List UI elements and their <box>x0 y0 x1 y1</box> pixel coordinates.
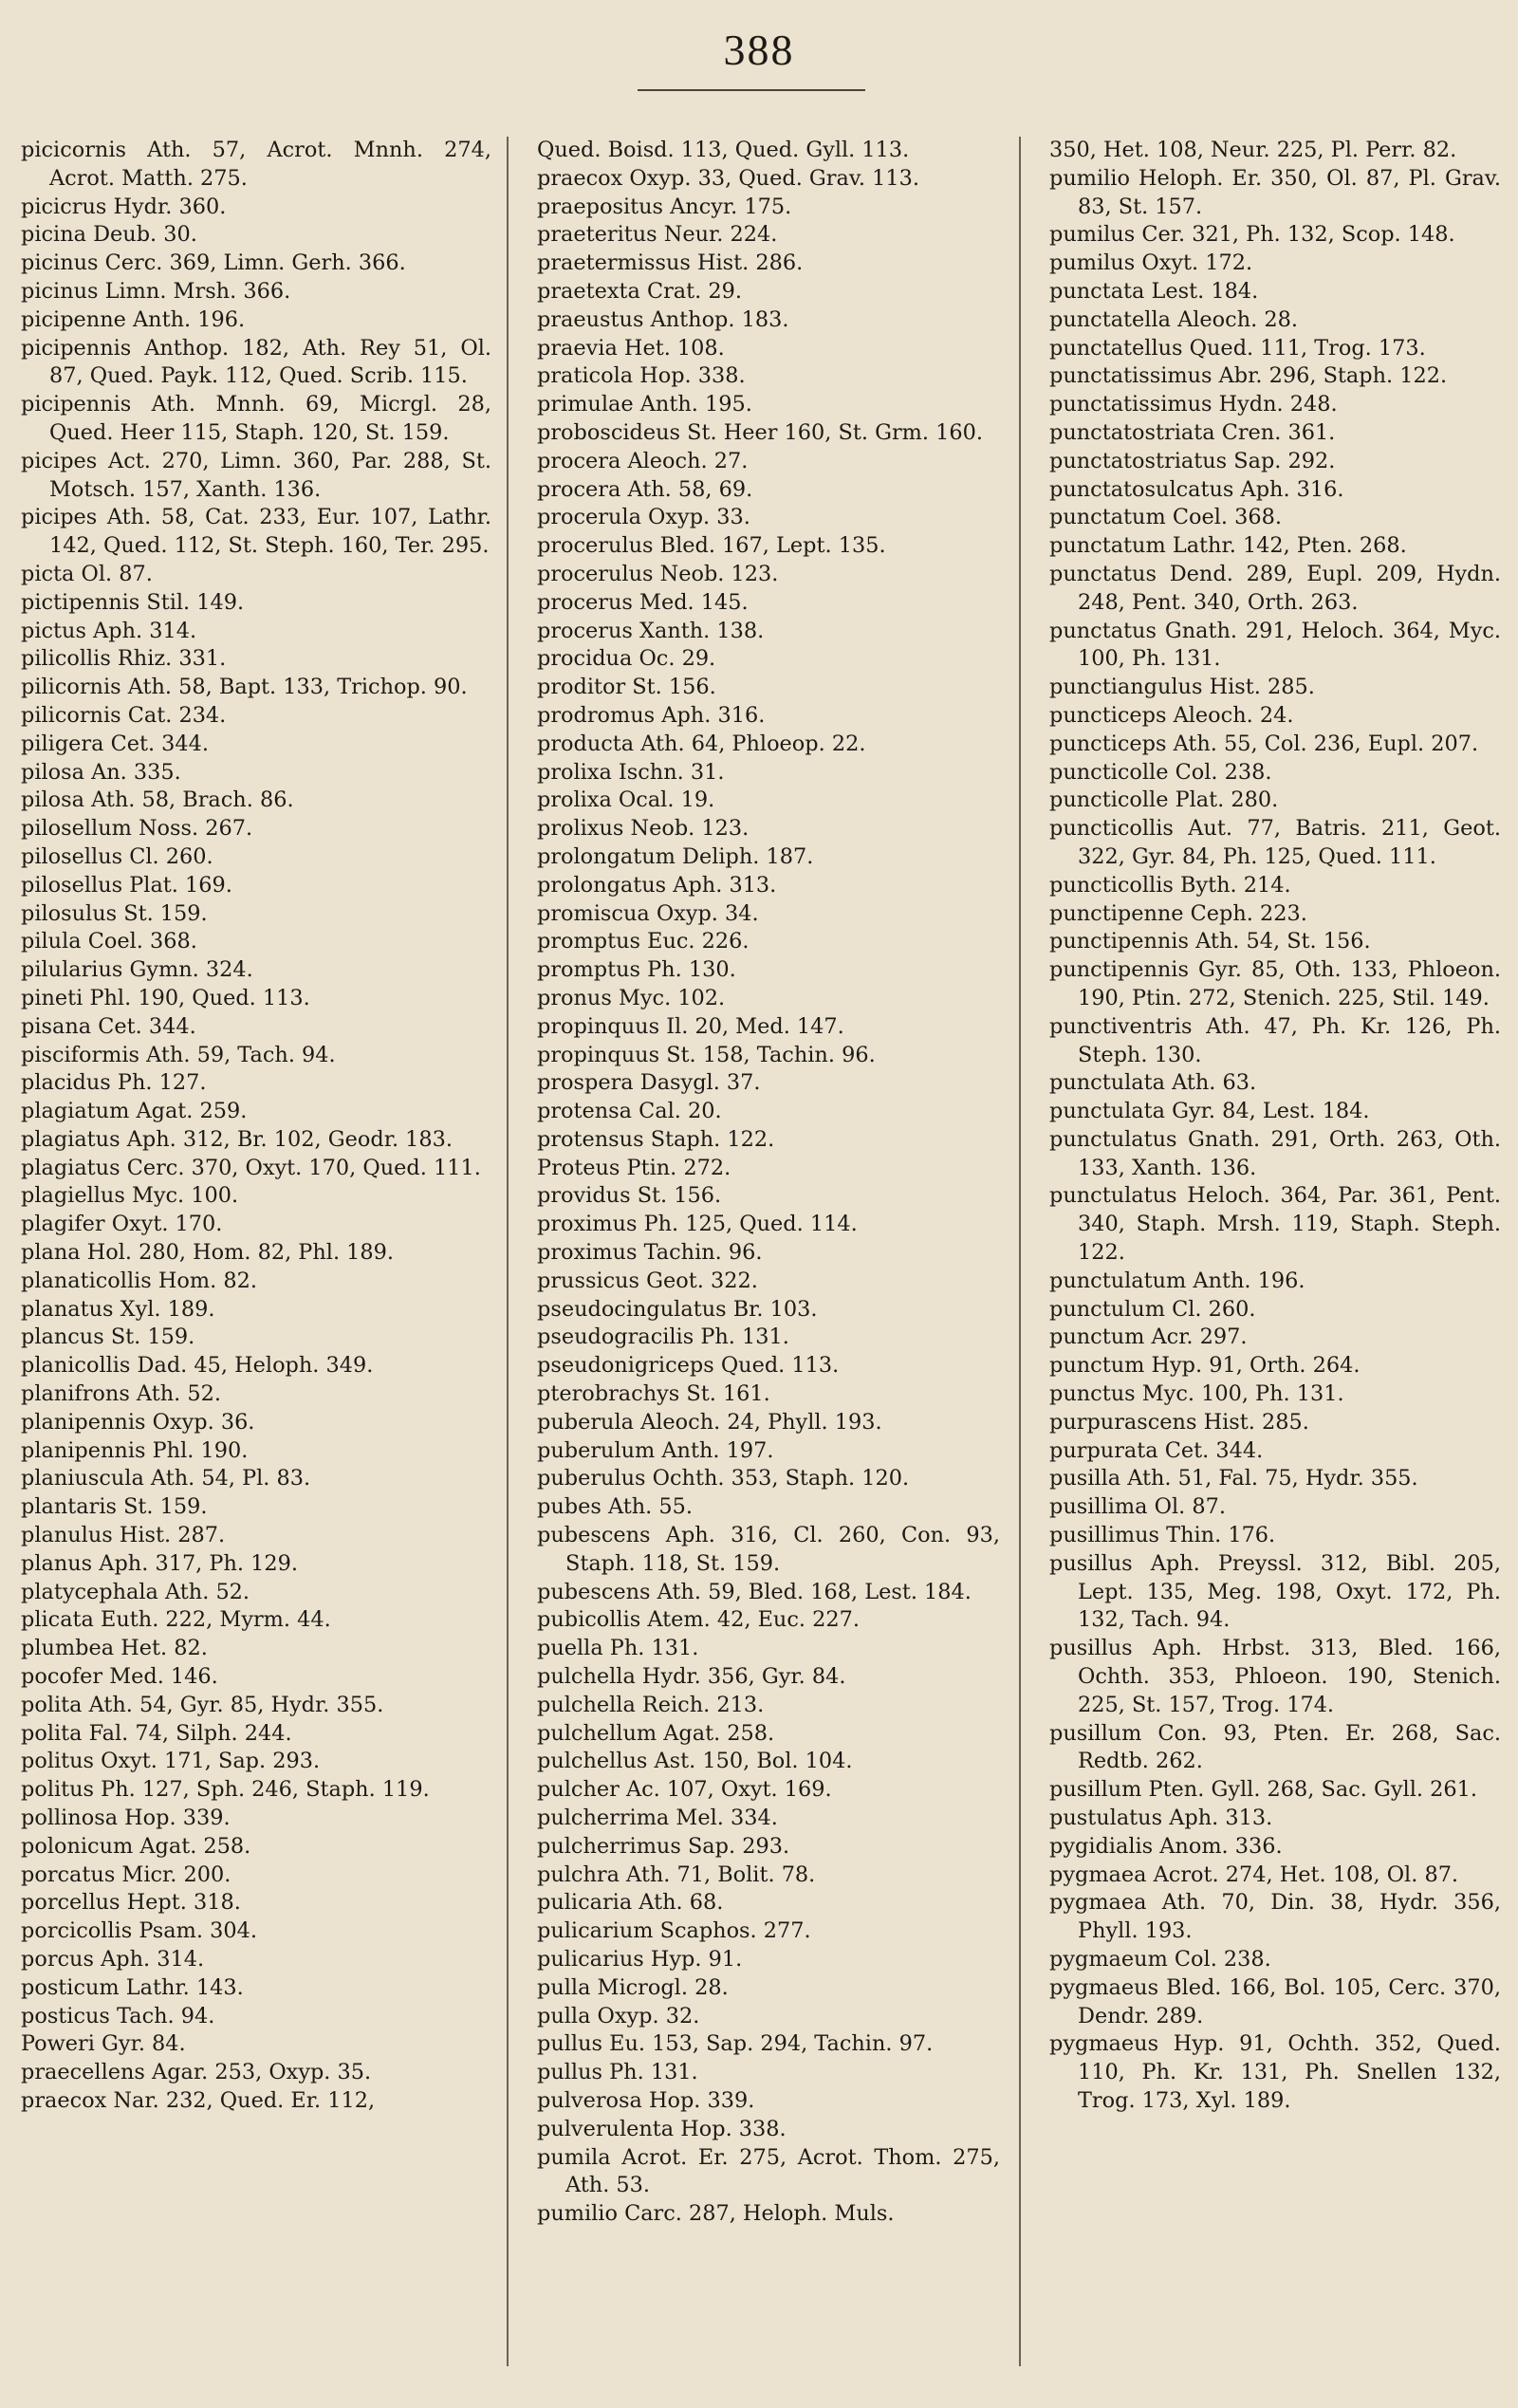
index-entry: platycephala Ath. 52. <box>21 1579 250 1604</box>
index-entry: pterobrachys St. 161. <box>537 1381 770 1407</box>
index-entry: punctata Lest. 184. <box>1049 278 1259 304</box>
index-entry: polita Ath. 54, Gyr. 85, Hydr. 355. <box>21 1692 384 1717</box>
index-entry: picta Ol. 87. <box>21 561 153 586</box>
index-entry: plumbea Het. 82. <box>21 1636 208 1661</box>
index-entry: pusillimus Thin. 176. <box>1049 1523 1276 1548</box>
index-entry: procidua Oc. 29. <box>537 646 716 672</box>
index-entry: pygidialis Anom. 336. <box>1049 1833 1283 1859</box>
index-entry: punctatissimus Hydn. 248. <box>1049 392 1338 417</box>
index-entry: prolongatum Deliph. 187. <box>537 843 814 869</box>
index-entry: plagiellus Myc. 100. <box>21 1183 239 1209</box>
index-entry: propinquus St. 158, Tachin. 96. <box>537 1042 876 1067</box>
index-entry: pilosulus St. 159. <box>21 900 208 926</box>
index-entry: prolongatus Aph. 313. <box>537 872 777 898</box>
index-entry: politus Ph. 127, Sph. 246, Staph. 119. <box>21 1777 430 1803</box>
index-entry: punctiventris Ath. 47, Ph. Kr. 126, Ph. Steph. 130. <box>1049 1013 1501 1067</box>
index-entry: plancus St. 159. <box>21 1324 195 1350</box>
index-entry: pulcher Ac. 107, Oxyt. 169. <box>537 1777 832 1803</box>
index-entry: planulus Hist. 287. <box>21 1523 226 1548</box>
index-entry: prolixa Ocal. 19. <box>537 787 715 813</box>
index-entry: procera Ath. 58, 69. <box>537 476 753 502</box>
index-entry: plagiatum Agat. 259. <box>21 1099 248 1124</box>
index-entry: piligera Cet. 344. <box>21 731 210 756</box>
index-entry: praecox Oxyp. 33, Qued. Grav. 113. <box>537 165 919 191</box>
index-entry: pusillus Aph. Hrbst. 313, Bled. 166, Ochth. 353, Phloeon. 190, Stenich. 225, St. 157, Trog. 174. <box>1049 1636 1501 1717</box>
index-entry: 350, Het. 108, Neur. 225, Pl. Perr. 82. <box>1049 138 1457 162</box>
index-entry: planicollis Dad. 45, Heloph. 349. <box>21 1353 374 1379</box>
index-entry: pilosa An. 335. <box>21 759 181 785</box>
index-entry: procerulus Neob. 123. <box>537 561 779 586</box>
index-entry: praticola Hop. 338. <box>537 363 746 389</box>
index-entry: punctum Acr. 297. <box>1049 1324 1248 1350</box>
index-entry: punctulatus Heloch. 364, Par. 361, Pent. 340, Staph. Mrsh. 119, Staph. Steph. 122. <box>1049 1183 1501 1266</box>
index-entry: purpurata Cet. 344. <box>1049 1437 1264 1463</box>
index-entry: plagiatus Cerc. 370, Oxyt. 170, Qued. 111. <box>21 1155 481 1180</box>
index-entry: pubicollis Atem. 42, Euc. 227. <box>537 1607 860 1633</box>
index-entry: proximus Ph. 125, Qued. 114. <box>537 1212 858 1237</box>
index-entry: plicata Euth. 222, Myrm. 44. <box>21 1607 331 1633</box>
index-entry: planiuscula Ath. 54, Pl. 83. <box>21 1466 311 1491</box>
index-entry: pygmaeum Col. 238. <box>1049 1947 1271 1972</box>
index-entry: pulicarium Scaphos. 277. <box>537 1918 811 1944</box>
index-entry: Proteus Ptin. 272. <box>537 1155 731 1180</box>
index-entry: puberulum Anth. 197. <box>537 1437 774 1463</box>
index-entry: promiscua Oxyp. 34. <box>537 900 759 926</box>
index-entry: proboscideus St. Heer 160, St. Grm. 160. <box>537 419 984 445</box>
index-entry: punctipenne Ceph. 223. <box>1049 900 1307 926</box>
index-entry: pictus Aph. 314. <box>21 618 197 643</box>
index-entry: punctipennis Gyr. 85, Oth. 133, Phloeon. 190, Ptin. 272, Stenich. 225, Stil. 149. <box>1049 957 1501 1010</box>
index-column-1 <box>21 137 507 2366</box>
index-entry: picina Deub. 30. <box>21 222 197 248</box>
index-entry: pronus Myc. 102. <box>537 985 726 1010</box>
index-entry: posticum Lathr. 143. <box>21 1974 244 2000</box>
index-entry: picinus Limn. Mrsh. 366. <box>21 278 291 304</box>
index-entry: pulchellum Agat. 258. <box>537 1720 775 1746</box>
index-entry: punctipennis Ath. 54, St. 156. <box>1049 929 1371 954</box>
index-entry: pusillus Aph. Preyssl. 312, Bibl. 205, Lept. 135, Meg. 198, Oxyt. 172, Ph. 132, Tach. 94. <box>1049 1550 1501 1633</box>
index-entry: pulla Oxyp. 32. <box>537 2003 700 2028</box>
index-entry: pisciformis Ath. 59, Tach. 94. <box>21 1042 336 1067</box>
index-entry: planatus Xyl. 189. <box>21 1296 215 1322</box>
index-entry: punctatosulcatus Aph. 316. <box>1049 476 1344 502</box>
index-entry: pubes Ath. 55. <box>537 1494 693 1520</box>
index-entry: praepositus Ancyr. 175. <box>537 194 792 219</box>
index-entry: prussicus Geot. 322. <box>537 1268 758 1293</box>
index-entry: punctulatus Gnath. 291, Orth. 263, Oth. 133, Xanth. 136. <box>1049 1126 1501 1180</box>
index-entry: pilularius Gymn. 324. <box>21 957 253 983</box>
index-entry: pulchella Hydr. 356, Gyr. 84. <box>537 1664 846 1690</box>
index-entry: proximus Tachin. 96. <box>537 1240 763 1266</box>
index-entry: procerus Med. 145. <box>537 589 749 615</box>
index-entry: praeustus Anthop. 183. <box>537 306 789 332</box>
index-entry: pullus Eu. 153, Sap. 294, Tachin. 97. <box>537 2031 934 2057</box>
index-entry: pulchellus Ast. 150, Bol. 104. <box>537 1749 853 1774</box>
index-entry: procerula Oxyp. 33. <box>537 505 750 530</box>
index-entry: pusillum Con. 93, Pten. Er. 268, Sac. Redtb. 262. <box>1049 1720 1501 1774</box>
index-entry: puella Ph. 131. <box>537 1636 699 1661</box>
index-entry: planus Aph. 317, Ph. 129. <box>21 1550 298 1576</box>
index-entry: pubescens Aph. 316, Cl. 260, Con. 93, Staph. 118, St. 159. <box>537 1523 1000 1576</box>
index-entry: punctatum Lathr. 142, Pten. 268. <box>1049 533 1407 559</box>
index-entry: pseudocingulatus Br. 103. <box>537 1296 818 1322</box>
index-entry: pygmaea Ath. 70, Din. 38, Hydr. 356, Phyll. 193. <box>1049 1890 1501 1944</box>
index-entry: pusillima Ol. 87. <box>1049 1494 1226 1520</box>
index-entry: punctatellus Qued. 111, Trog. 173. <box>1049 335 1426 361</box>
index-entry: picipennis Anthop. 182, Ath. Rey 51, Ol. 87, Qued. Payk. 112, Qued. Scrib. 115. <box>21 335 491 389</box>
index-entry: providus St. 156. <box>537 1183 722 1209</box>
index-entry: punctatus Dend. 289, Eupl. 209, Hydn. 248, Pent. 340, Orth. 263. <box>1049 561 1501 615</box>
index-entry: promptus Euc. 226. <box>537 929 750 954</box>
index-columns <box>21 137 1501 2366</box>
index-entry: puncticolle Plat. 280. <box>1049 787 1279 813</box>
index-entry: planifrons Ath. 52. <box>21 1381 221 1407</box>
index-entry: pustulatus Aph. 313. <box>1049 1806 1273 1831</box>
index-entry: praetermissus Hist. 286. <box>537 250 804 276</box>
index-entry: polonicum Agat. 258. <box>21 1833 251 1859</box>
index-entry: punctatissimus Abr. 296, Staph. 122. <box>1049 363 1448 389</box>
index-entry: porcellus Hept. 318. <box>21 1890 241 1916</box>
index-entry: pumilus Oxyt. 172. <box>1049 250 1253 276</box>
index-entry: pilicornis Cat. 234. <box>21 702 227 728</box>
index-entry: praecellens Agar. 253, Oxyp. 35. <box>21 2060 372 2085</box>
index-entry: punctulata Gyr. 84, Lest. 184. <box>1049 1099 1370 1124</box>
index-entry: punctus Myc. 100, Ph. 131. <box>1049 1381 1344 1407</box>
index-entry: pineti Phl. 190, Qued. 113. <box>21 985 310 1010</box>
index-entry: Poweri Gyr. 84. <box>21 2031 186 2057</box>
index-entry: punctiangulus Hist. 285. <box>1049 675 1315 700</box>
index-entry: pocofer Med. 146. <box>21 1664 218 1690</box>
index-entry: pusilla Ath. 51, Fal. 75, Hydr. 355. <box>1049 1466 1418 1491</box>
index-entry: polita Fal. 74, Silph. 244. <box>21 1720 292 1746</box>
index-entry: porcicollis Psam. 304. <box>21 1918 257 1944</box>
index-entry: procerus Xanth. 138. <box>537 618 765 643</box>
index-entry: pubescens Ath. 59, Bled. 168, Lest. 184. <box>537 1579 972 1604</box>
index-entry: proditor St. 156. <box>537 675 716 700</box>
index-entry: prospera Dasygl. 37. <box>537 1070 761 1096</box>
index-entry: primulae Anth. 195. <box>537 392 752 417</box>
index-entry: Qued. Boisd. 113, Qued. Gyll. 113. <box>537 138 910 162</box>
index-entry: protensa Cal. 20. <box>537 1099 722 1124</box>
index-entry: pygmaeus Hyp. 91, Ochth. 352, Qued. 110, Ph. Kr. 131, Ph. Snellen 132, Trog. 173, Xyl. 189. <box>1049 2031 1501 2113</box>
index-entry: pilicollis Rhiz. 331. <box>21 646 227 672</box>
index-entry: picicrus Hydr. 360. <box>21 194 227 219</box>
page-number: 388 <box>723 26 795 74</box>
index-entry: plagiatus Aph. 312, Br. 102, Geodr. 183. <box>21 1126 454 1152</box>
index-entry: punctatum Coel. 368. <box>1049 505 1282 530</box>
index-entry: pullus Ph. 131. <box>537 2060 698 2085</box>
index-entry: punctatella Aleoch. 28. <box>1049 306 1298 332</box>
index-entry: pulla Microgl. 28. <box>537 1974 729 2000</box>
index-entry: praetexta Crat. 29. <box>537 278 743 304</box>
index-entry: placidus Ph. 127. <box>21 1070 207 1096</box>
index-entry: picipes Act. 270, Limn. 360, Par. 288, St. Motsch. 157, Xanth. 136. <box>21 448 491 502</box>
index-column-2 <box>507 137 1019 2366</box>
index-entry: prodromus Aph. 316. <box>537 702 766 728</box>
index-entry: planipennis Oxyp. 36. <box>21 1409 255 1435</box>
index-entry: pseudonigriceps Qued. 113. <box>537 1353 840 1379</box>
index-entry: pulverulenta Hop. 338. <box>537 2116 787 2141</box>
index-entry: punctatostriata Cren. 361. <box>1049 419 1336 445</box>
index-entry: plagifer Oxyt. 170. <box>21 1212 223 1237</box>
index-entry: posticus Tach. 94. <box>21 2003 215 2028</box>
index-entry: porcus Aph. 314. <box>21 1947 205 1972</box>
index-entry: pilicornis Ath. 58, Bapt. 133, Trichop. 90. <box>21 675 468 700</box>
index-entry: pumilio Carc. 287, Heloph. Muls. <box>537 2201 895 2227</box>
index-entry: puncticeps Ath. 55, Col. 236, Eupl. 207. <box>1049 731 1479 756</box>
index-entry: pilula Coel. 368. <box>21 929 197 954</box>
index-entry: producta Ath. 64, Phloeop. 22. <box>537 731 866 756</box>
index-entry: plana Hol. 280, Hom. 82, Phl. 189. <box>21 1240 395 1266</box>
index-entry: pulcherrima Mel. 334. <box>537 1806 778 1831</box>
index-entry: procerulus Bled. 167, Lept. 135. <box>537 533 886 559</box>
index-entry: pseudogracilis Ph. 131. <box>537 1324 789 1350</box>
index-entry: puncticolle Col. 238. <box>1049 759 1272 785</box>
index-entry: pulchra Ath. 71, Bolit. 78. <box>537 1862 816 1887</box>
index-entry: pusillum Pten. Gyll. 268, Sac. Gyll. 261. <box>1049 1777 1477 1803</box>
index-entry: picicornis Ath. 57, Acrot. Mnnh. 274, Acrot. Matth. 275. <box>21 138 491 191</box>
header-rule <box>638 89 865 91</box>
index-entry: puncticeps Aleoch. 24. <box>1049 702 1294 728</box>
index-entry: praeteritus Neur. 224. <box>537 222 778 248</box>
index-entry: praevia Het. 108. <box>537 335 725 361</box>
index-entry: punctatus Gnath. 291, Heloch. 364, Myc. 100, Ph. 131. <box>1049 618 1501 672</box>
index-entry: pictipennis Stil. 149. <box>21 589 245 615</box>
index-entry: picinus Cerc. 369, Limn. Gerh. 366. <box>21 250 406 276</box>
index-entry: puberula Aleoch. 24, Phyll. 193. <box>537 1409 882 1435</box>
index-entry: picipes Ath. 58, Cat. 233, Eur. 107, Lathr. 142, Qued. 112, St. Steph. 160, Ter. 295. <box>21 505 491 559</box>
index-entry: planaticollis Hom. 82. <box>21 1268 257 1293</box>
index-entry: prolixus Neob. 123. <box>537 816 750 842</box>
index-entry: pygmaea Acrot. 274, Het. 108, Ol. 87. <box>1049 1862 1459 1887</box>
index-entry: pumilio Heloph. Er. 350, Ol. 87, Pl. Grav. 83, St. 157. <box>1049 165 1501 219</box>
index-entry: picipenne Anth. 196. <box>21 306 246 332</box>
index-entry: protensus Staph. 122. <box>537 1126 775 1152</box>
index-entry: pilosellum Noss. 267. <box>21 816 253 842</box>
index-entry: planipennis Phl. 190. <box>21 1437 249 1463</box>
index-entry: pygmaeus Bled. 166, Bol. 105, Cerc. 370, Dendr. 289. <box>1049 1974 1501 2028</box>
index-entry: promptus Ph. 130. <box>537 957 736 983</box>
index-entry: pulicarius Hyp. 91. <box>537 1947 743 1972</box>
index-entry: pilosa Ath. 58, Brach. 86. <box>21 787 294 813</box>
index-entry: pisana Cet. 344. <box>21 1013 196 1039</box>
index-entry: pulverosa Hop. 339. <box>537 2087 755 2113</box>
index-entry: pulcherrimus Sap. 293. <box>537 1833 790 1859</box>
index-entry: puncticollis Byth. 214. <box>1049 872 1291 898</box>
index-entry: punctulum Cl. 260. <box>1049 1296 1256 1322</box>
index-entry: politus Oxyt. 171, Sap. 293. <box>21 1749 321 1774</box>
index-entry: purpurascens Hist. 285. <box>1049 1409 1309 1435</box>
index-entry: pumila Acrot. Er. 275, Acrot. Thom. 275, Ath. 53. <box>537 2144 1000 2198</box>
index-entry: pulicaria Ath. 68. <box>537 1890 724 1916</box>
index-entry: porcatus Micr. 200. <box>21 1862 231 1887</box>
index-entry: pilosellus Cl. 260. <box>21 843 213 869</box>
index-entry: punctum Hyp. 91, Orth. 264. <box>1049 1353 1361 1379</box>
index-column-3 <box>1019 137 1501 2366</box>
index-entry: pumilus Cer. 321, Ph. 132, Scop. 148. <box>1049 222 1455 248</box>
index-entry: picipennis Ath. Mnnh. 69, Micrgl. 28, Qued. Heer 115, Staph. 120, St. 159. <box>21 392 491 445</box>
index-entry: praecox Nar. 232, Qued. Er. 112, <box>21 2087 376 2113</box>
index-entry: puberulus Ochth. 353, Staph. 120. <box>537 1466 910 1491</box>
index-entry: punctatostriatus Sap. 292. <box>1049 448 1336 473</box>
index-entry: pollinosa Hop. 339. <box>21 1806 231 1831</box>
index-entry: pilosellus Plat. 169. <box>21 872 232 898</box>
index-entry: pulchella Reich. 213. <box>537 1692 765 1717</box>
index-entry: punctulata Ath. 63. <box>1049 1070 1257 1096</box>
index-entry: procera Aleoch. 27. <box>537 448 749 473</box>
index-entry: prolixa Ischn. 31. <box>537 759 725 785</box>
index-entry: propinquus Il. 20, Med. 147. <box>537 1013 844 1039</box>
index-entry: punctulatum Anth. 196. <box>1049 1268 1305 1293</box>
index-entry: puncticollis Aut. 77, Batris. 211, Geot. 322, Gyr. 84, Ph. 125, Qued. 111. <box>1049 816 1501 869</box>
index-entry: plantaris St. 159. <box>21 1494 208 1520</box>
